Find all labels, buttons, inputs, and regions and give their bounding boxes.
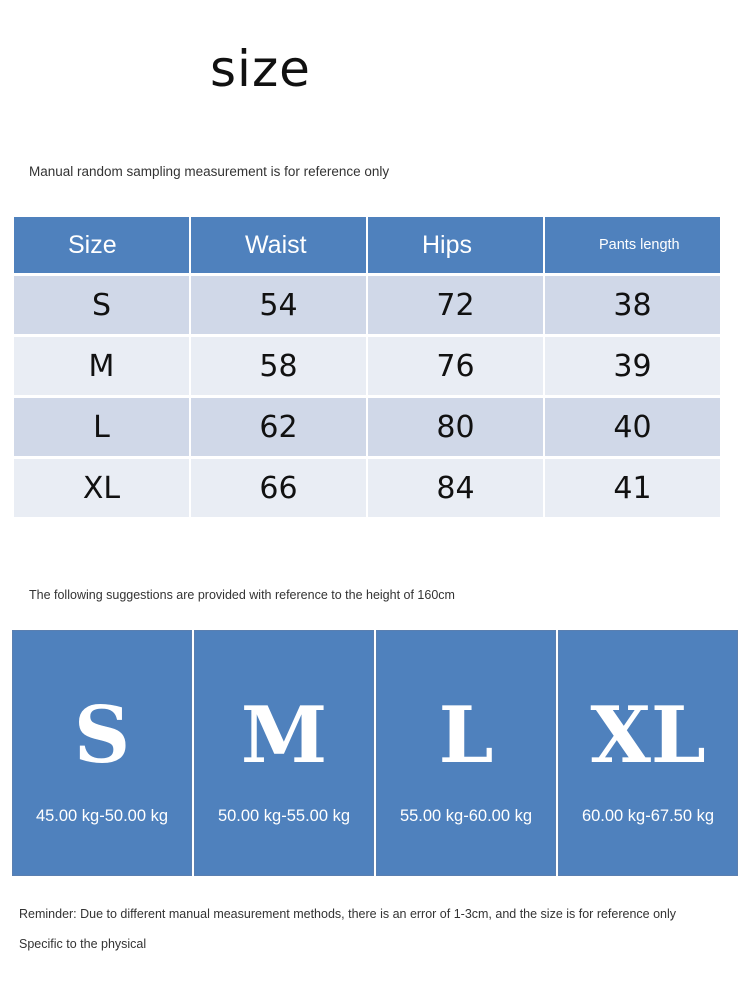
table-row xyxy=(14,337,720,395)
card-weight-range: 45.00 kg-50.00 kg xyxy=(35,807,169,825)
cell-waist: 54 xyxy=(191,276,366,334)
card-size-letter: S xyxy=(73,690,131,781)
card-size-letter: L xyxy=(438,690,494,781)
cell-hips: 80 xyxy=(368,398,543,456)
weight-suggestion-cards xyxy=(12,630,738,876)
header-pants-length: Pants length xyxy=(545,217,720,273)
specific-note: Specific to the physical xyxy=(19,937,147,951)
cell-hips: 84 xyxy=(368,459,543,517)
header-hips: Hips xyxy=(368,217,543,273)
cell-waist: 62 xyxy=(191,398,366,456)
card-weight-range: 50.00 kg-55.00 kg xyxy=(217,807,351,825)
cell-waist: 58 xyxy=(191,337,366,395)
header-waist: Waist xyxy=(191,217,366,273)
size-chart-table xyxy=(12,214,722,520)
size-card-xl xyxy=(558,630,738,876)
card-weight-range: 60.00 kg-67.50 kg xyxy=(581,807,715,825)
header-size: Size xyxy=(14,217,189,273)
table-row xyxy=(14,459,720,517)
cell-pants-length: 38 xyxy=(545,276,720,334)
cell-hips: 76 xyxy=(368,337,543,395)
cell-size: M xyxy=(14,337,189,395)
size-card-l xyxy=(376,630,556,876)
table-row xyxy=(14,398,720,456)
cell-pants-length: 40 xyxy=(545,398,720,456)
sampling-note: Manual random sampling measurement is for reference only xyxy=(29,164,390,179)
table-header-row xyxy=(14,217,720,273)
cell-waist: 66 xyxy=(191,459,366,517)
card-weight-range: 55.00 kg-60.00 kg xyxy=(399,807,533,825)
cell-size: S xyxy=(14,276,189,334)
size-card-m xyxy=(194,630,374,876)
cell-pants-length: 41 xyxy=(545,459,720,517)
card-size-letter: M xyxy=(240,690,328,781)
cell-size: L xyxy=(14,398,189,456)
cell-hips: 72 xyxy=(368,276,543,334)
cell-size: XL xyxy=(14,459,189,517)
size-card-s xyxy=(12,630,192,876)
cell-pants-length: 39 xyxy=(545,337,720,395)
table-row xyxy=(14,276,720,334)
card-size-letter: XL xyxy=(590,690,706,781)
reminder-note: Reminder: Due to different manual measurement methods, there is an error of 1-3cm, and the size is for reference only xyxy=(19,907,677,921)
height-reference-note: The following suggestions are provided with reference to the height of 160cm xyxy=(29,588,455,602)
page-title: size xyxy=(210,40,311,98)
